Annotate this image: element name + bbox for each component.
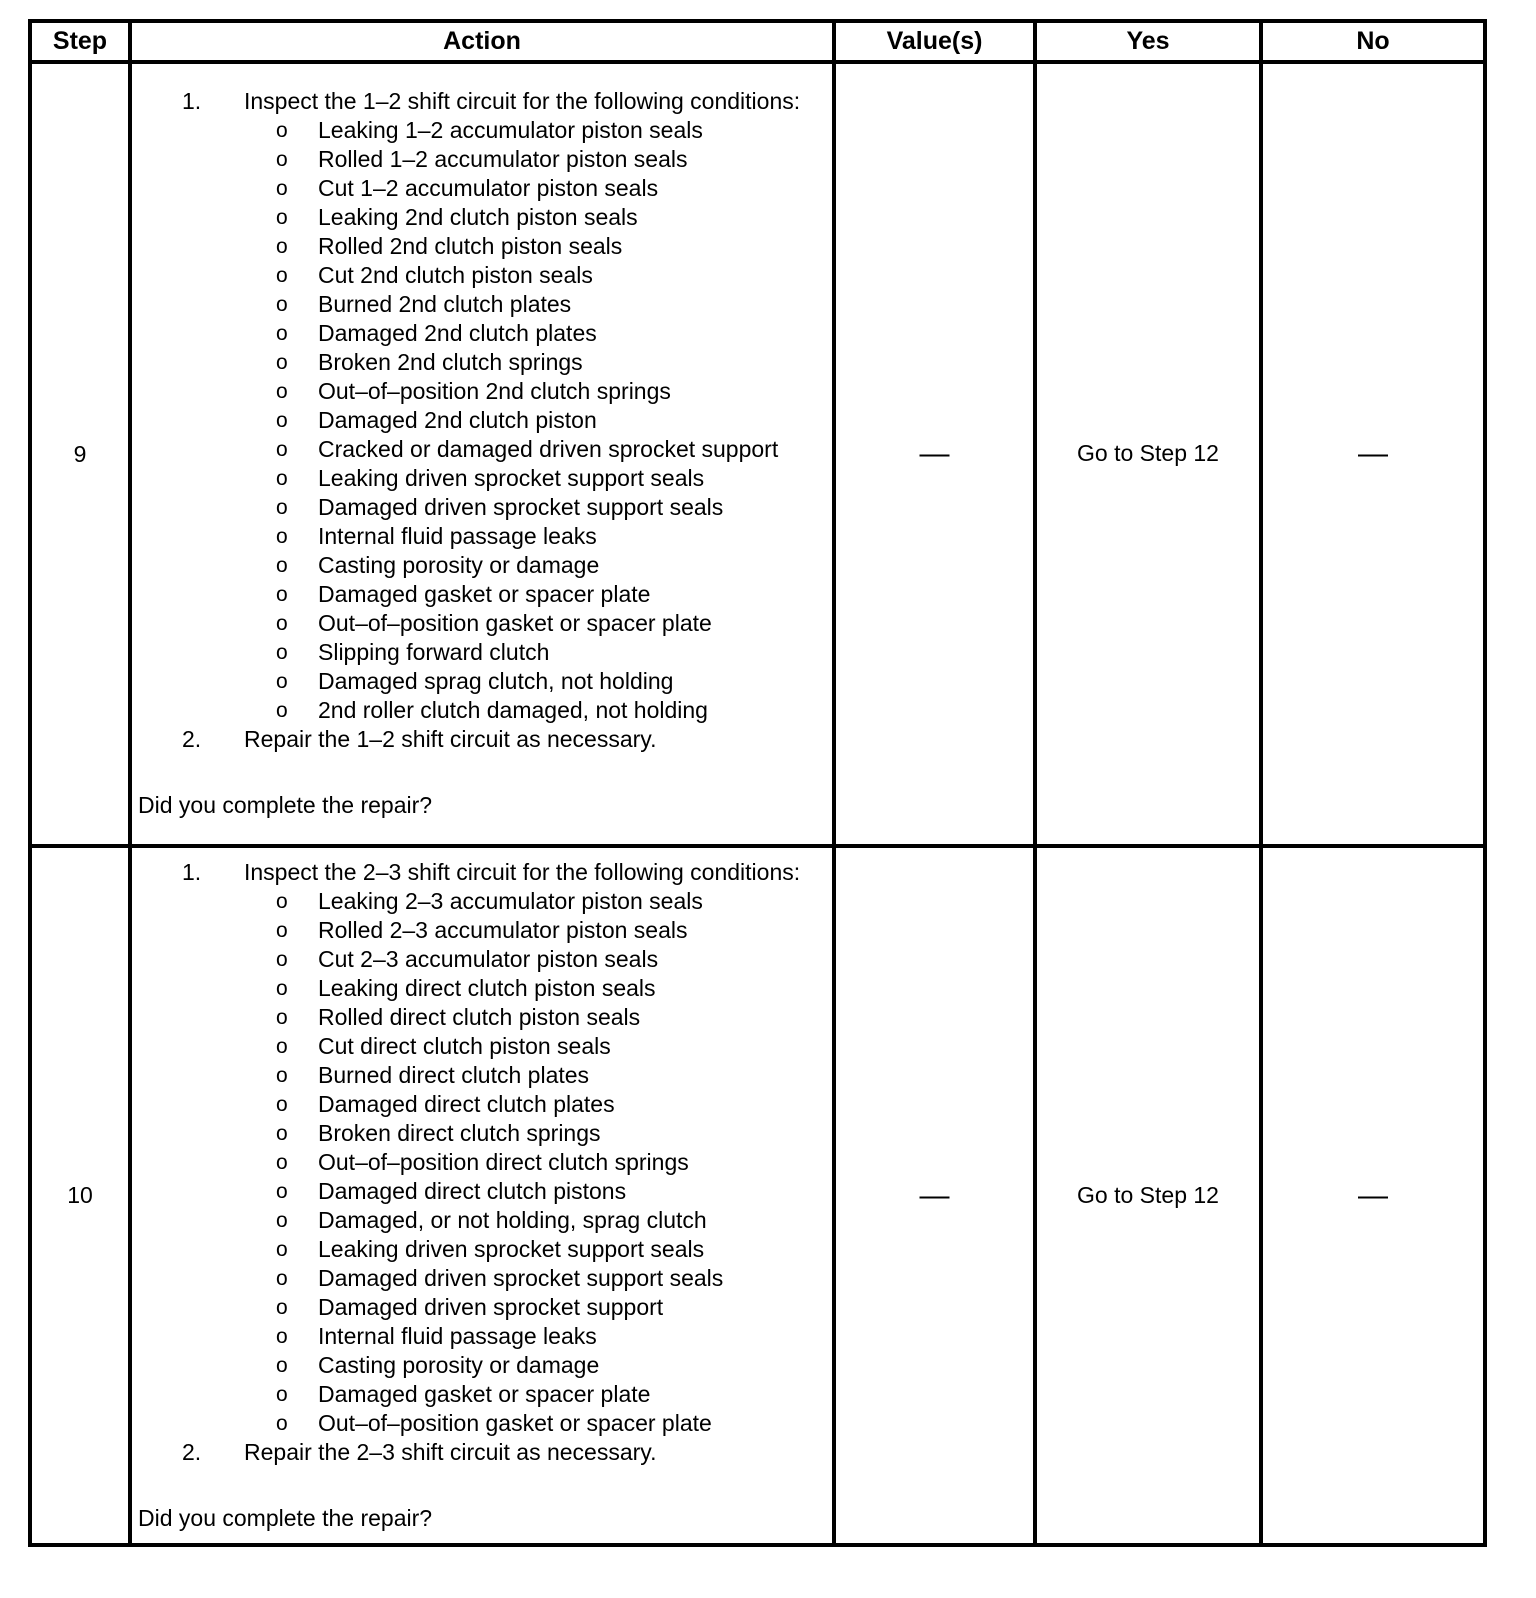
- bullet-marker: o: [276, 467, 288, 490]
- condition-text: Damaged gasket or spacer plate: [318, 1380, 651, 1407]
- bullet-marker: o: [276, 1324, 288, 1348]
- item-text: Inspect the 1–2 shift circuit for the following conditions:: [244, 88, 801, 114]
- header-values: Value(s): [834, 21, 1035, 62]
- condition-text: Rolled 1–2 accumulator piston seals: [318, 146, 688, 172]
- list-item: [132, 551, 832, 580]
- condition-text: Damaged direct clutch plates: [318, 1090, 615, 1117]
- condition-text: Damaged 2nd clutch piston: [318, 407, 597, 433]
- condition-text: Cut direct clutch piston seals: [318, 1032, 611, 1059]
- header-action: Action: [130, 21, 834, 62]
- action-item: [132, 725, 832, 754]
- action-cell: [130, 846, 834, 1545]
- condition-text: Leaking 1–2 accumulator piston seals: [318, 117, 703, 143]
- list-item: [132, 348, 832, 377]
- list-item: [132, 1351, 832, 1380]
- item-number: 2.: [182, 726, 202, 752]
- item-text: Repair the 2–3 shift circuit as necessary.: [244, 1438, 657, 1465]
- list-item: [132, 1264, 832, 1293]
- list-item: [132, 1061, 832, 1090]
- bullet-marker: o: [276, 1295, 288, 1319]
- action-cell: [130, 62, 834, 846]
- yes-cell: [1035, 846, 1261, 1545]
- bullet-marker: o: [276, 206, 288, 229]
- item-number: 1.: [182, 858, 202, 885]
- list-item: [132, 1032, 832, 1061]
- condition-text: Damaged driven sprocket support: [318, 1293, 664, 1320]
- repair-question: Did you complete the repair?: [138, 1504, 433, 1531]
- bullet-marker: o: [276, 177, 288, 200]
- list-item: [132, 435, 832, 464]
- list-item: [132, 319, 832, 348]
- bullet-marker: o: [276, 525, 288, 548]
- bullet-marker: o: [276, 235, 288, 258]
- no-cell: —: [1261, 846, 1485, 1545]
- bullet-marker: o: [276, 496, 288, 519]
- condition-text: Casting porosity or damage: [318, 1351, 600, 1378]
- list-item: [132, 1119, 832, 1148]
- bullet-marker: o: [276, 322, 288, 345]
- list-item: [132, 1380, 832, 1409]
- bullet-marker: o: [276, 1092, 288, 1116]
- condition-text: Internal fluid passage leaks: [318, 523, 597, 549]
- step-number: 9: [30, 62, 130, 846]
- list-item: [132, 232, 832, 261]
- list-item: [132, 667, 832, 696]
- bullet-marker: o: [276, 409, 288, 432]
- condition-list: [132, 887, 832, 1438]
- condition-text: Damaged sprag clutch, not holding: [318, 668, 674, 694]
- condition-text: 2nd roller clutch damaged, not holding: [318, 697, 708, 723]
- list-item: [132, 203, 832, 232]
- bullet-marker: o: [276, 438, 288, 461]
- bullet-marker: o: [276, 554, 288, 577]
- bullet-marker: o: [276, 293, 288, 316]
- action-item: [132, 87, 832, 116]
- list-item: [132, 116, 832, 145]
- list-item: [132, 174, 832, 203]
- condition-text: Leaking 2nd clutch piston seals: [318, 204, 638, 230]
- condition-text: Broken 2nd clutch springs: [318, 349, 583, 375]
- list-item: [132, 377, 832, 406]
- condition-text: Out–of–position gasket or spacer plate: [318, 610, 712, 636]
- condition-text: Leaking direct clutch piston seals: [318, 974, 656, 1001]
- bullet-marker: o: [276, 889, 288, 913]
- bullet-marker: o: [276, 583, 288, 606]
- header-yes: Yes: [1035, 21, 1261, 62]
- list-item: [132, 1177, 832, 1206]
- list-item: [132, 1235, 832, 1264]
- bullet-marker: o: [276, 1353, 288, 1377]
- item-number: 2.: [182, 1438, 202, 1465]
- list-item: [132, 493, 832, 522]
- list-item: [132, 145, 832, 174]
- bullet-marker: o: [276, 947, 288, 971]
- bullet-marker: o: [276, 699, 288, 722]
- item-text: Repair the 1–2 shift circuit as necessary.: [244, 726, 657, 752]
- action-item: [132, 858, 832, 887]
- condition-text: Damaged gasket or spacer plate: [318, 581, 651, 607]
- condition-text: Leaking driven sprocket support seals: [318, 1235, 705, 1262]
- action-item: [132, 1438, 832, 1467]
- condition-text: Casting porosity or damage: [318, 552, 600, 578]
- list-item: [132, 974, 832, 1003]
- condition-text: Rolled direct clutch piston seals: [318, 1003, 641, 1030]
- condition-text: Rolled 2–3 accumulator piston seals: [318, 916, 688, 943]
- bullet-marker: o: [276, 1266, 288, 1290]
- bullet-marker: o: [276, 641, 288, 664]
- bullet-marker: o: [276, 976, 288, 1000]
- no-cell: —: [1261, 62, 1485, 846]
- list-item: [132, 916, 832, 945]
- diagnostic-table: [28, 19, 1487, 1547]
- item-number: 1.: [182, 88, 202, 114]
- bullet-marker: o: [276, 1005, 288, 1029]
- bullet-marker: o: [276, 1411, 288, 1435]
- condition-text: Damaged direct clutch pistons: [318, 1177, 627, 1204]
- yes-goto: Go to Step 12: [1077, 440, 1219, 466]
- header-row: [30, 21, 1485, 62]
- yes-goto: Go to Step 12: [1077, 1181, 1219, 1208]
- condition-text: Cut 1–2 accumulator piston seals: [318, 175, 659, 201]
- list-item: [132, 580, 832, 609]
- condition-text: Out–of–position direct clutch springs: [318, 1148, 689, 1175]
- condition-text: Rolled 2nd clutch piston seals: [318, 233, 623, 259]
- list-item: [132, 290, 832, 319]
- list-item: [132, 464, 832, 493]
- list-item: [132, 945, 832, 974]
- condition-text: Cut 2–3 accumulator piston seals: [318, 945, 659, 972]
- list-item: [132, 1293, 832, 1322]
- bullet-marker: o: [276, 1382, 288, 1406]
- condition-text: Damaged driven sprocket support seals: [318, 1264, 724, 1291]
- list-item: [132, 1148, 832, 1177]
- bullet-marker: o: [276, 119, 288, 142]
- list-item: [132, 261, 832, 290]
- condition-text: Broken direct clutch springs: [318, 1119, 601, 1146]
- condition-text: Cut 2nd clutch piston seals: [318, 262, 593, 288]
- bullet-marker: o: [276, 1063, 288, 1087]
- list-item: [132, 696, 832, 725]
- item-text: Inspect the 2–3 shift circuit for the following conditions:: [244, 858, 801, 885]
- bullet-marker: o: [276, 1150, 288, 1174]
- list-item: [132, 1206, 832, 1235]
- list-item: [132, 1409, 832, 1438]
- list-item: [132, 1322, 832, 1351]
- bullet-marker: o: [276, 1237, 288, 1261]
- bullet-marker: o: [276, 148, 288, 171]
- list-item: [132, 1003, 832, 1032]
- bullet-marker: o: [276, 1121, 288, 1145]
- list-item: [132, 609, 832, 638]
- condition-text: Leaking 2–3 accumulator piston seals: [318, 887, 703, 914]
- condition-text: Burned 2nd clutch plates: [318, 291, 572, 317]
- condition-text: Burned direct clutch plates: [318, 1061, 590, 1088]
- header-no: No: [1261, 21, 1485, 62]
- bullet-marker: o: [276, 380, 288, 403]
- condition-text: Leaking driven sprocket support seals: [318, 465, 705, 491]
- bullet-marker: o: [276, 612, 288, 635]
- condition-text: Out–of–position 2nd clutch springs: [318, 378, 671, 404]
- condition-list: [132, 116, 832, 725]
- condition-text: Internal fluid passage leaks: [318, 1322, 597, 1349]
- condition-text: Damaged, or not holding, sprag clutch: [318, 1206, 707, 1233]
- yes-cell: [1035, 62, 1261, 846]
- bullet-marker: o: [276, 670, 288, 693]
- condition-text: Damaged 2nd clutch plates: [318, 320, 597, 346]
- header-step: Step: [30, 21, 130, 62]
- value-cell: —: [834, 846, 1035, 1545]
- bullet-marker: o: [276, 1208, 288, 1232]
- bullet-marker: o: [276, 918, 288, 942]
- bullet-marker: o: [276, 1179, 288, 1203]
- list-item: [132, 522, 832, 551]
- condition-text: Damaged driven sprocket support seals: [318, 494, 724, 520]
- bullet-marker: o: [276, 264, 288, 287]
- repair-question: Did you complete the repair?: [138, 792, 433, 818]
- step-number: 10: [30, 846, 130, 1545]
- condition-text: Cracked or damaged driven sprocket support: [318, 436, 779, 462]
- list-item: [132, 887, 832, 916]
- list-item: [132, 1090, 832, 1119]
- value-cell: —: [834, 62, 1035, 846]
- condition-text: Out–of–position gasket or spacer plate: [318, 1409, 712, 1436]
- bullet-marker: o: [276, 1034, 288, 1058]
- list-item: [132, 406, 832, 435]
- bullet-marker: o: [276, 351, 288, 374]
- table-row: [30, 846, 1485, 1545]
- table-row: [30, 62, 1485, 846]
- condition-text: Slipping forward clutch: [318, 639, 550, 665]
- list-item: [132, 638, 832, 667]
